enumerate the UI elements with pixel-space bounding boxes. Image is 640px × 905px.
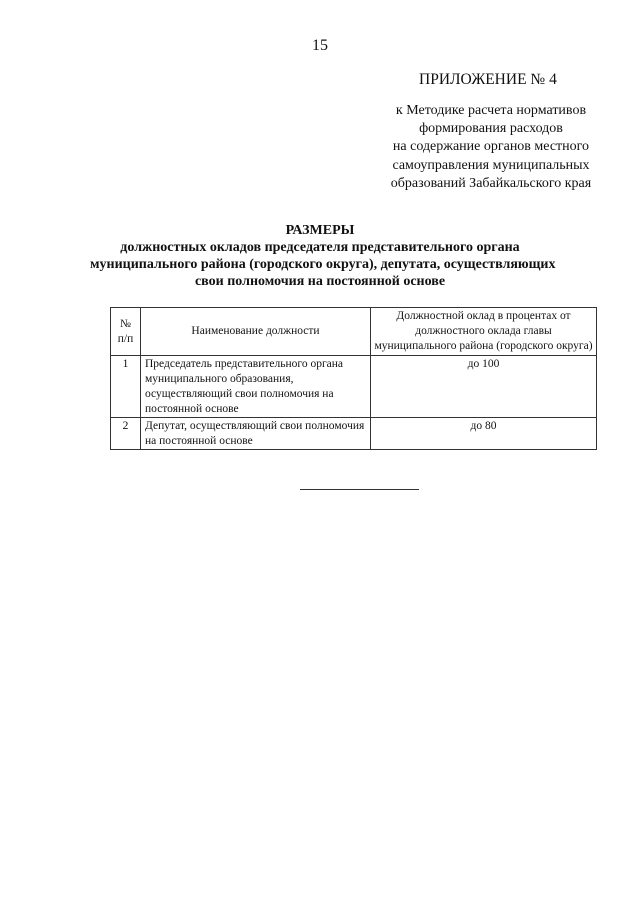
row-position: Депутат, осуществляющий свои полномочия на постоянной основе <box>141 418 371 450</box>
row-position: Председатель представительного органа муниципального образования, осуществляющий свои полномочия на постоянной основе <box>141 356 371 418</box>
table-row <box>111 356 597 418</box>
page-number: 15 <box>312 37 328 54</box>
appendix-ref-line: образований Забайкальского края <box>390 175 592 191</box>
row-number: 2 <box>111 418 141 450</box>
heading-line: свои полномочия на постоянной основе <box>194 274 446 289</box>
appendix-ref-line: на содержание органов местного <box>392 139 590 155</box>
heading-line: должностных окладов председателя представительного органа <box>120 240 520 255</box>
salary-table <box>110 307 597 450</box>
appendix-ref-line: самоуправления муниципальных <box>392 157 590 173</box>
heading-title: РАЗМЕРЫ <box>285 223 355 238</box>
appendix-title: ПРИЛОЖЕНИЕ № 4 <box>419 71 557 88</box>
row-salary-percent: до 80 <box>371 418 597 450</box>
appendix-ref-line: к Методике расчета нормативов <box>395 103 587 118</box>
table-header-row <box>111 308 597 356</box>
appendix-ref-line: формирования расходов <box>419 121 563 137</box>
row-salary-percent: до 100 <box>371 356 597 418</box>
row-number: 1 <box>111 356 141 418</box>
appendix-reference <box>375 102 607 193</box>
heading-line: муниципального района (городского округа), депутата, осуществляющих <box>90 257 556 272</box>
table-row <box>111 418 597 450</box>
header-number: № п/п <box>111 308 141 356</box>
header-salary-percent: Должностной оклад в процентах от должностного оклада главы муниципального района (городского округа) <box>371 308 597 356</box>
end-divider <box>300 489 419 490</box>
header-position: Наименование должности <box>141 308 371 356</box>
document-heading <box>90 222 556 290</box>
